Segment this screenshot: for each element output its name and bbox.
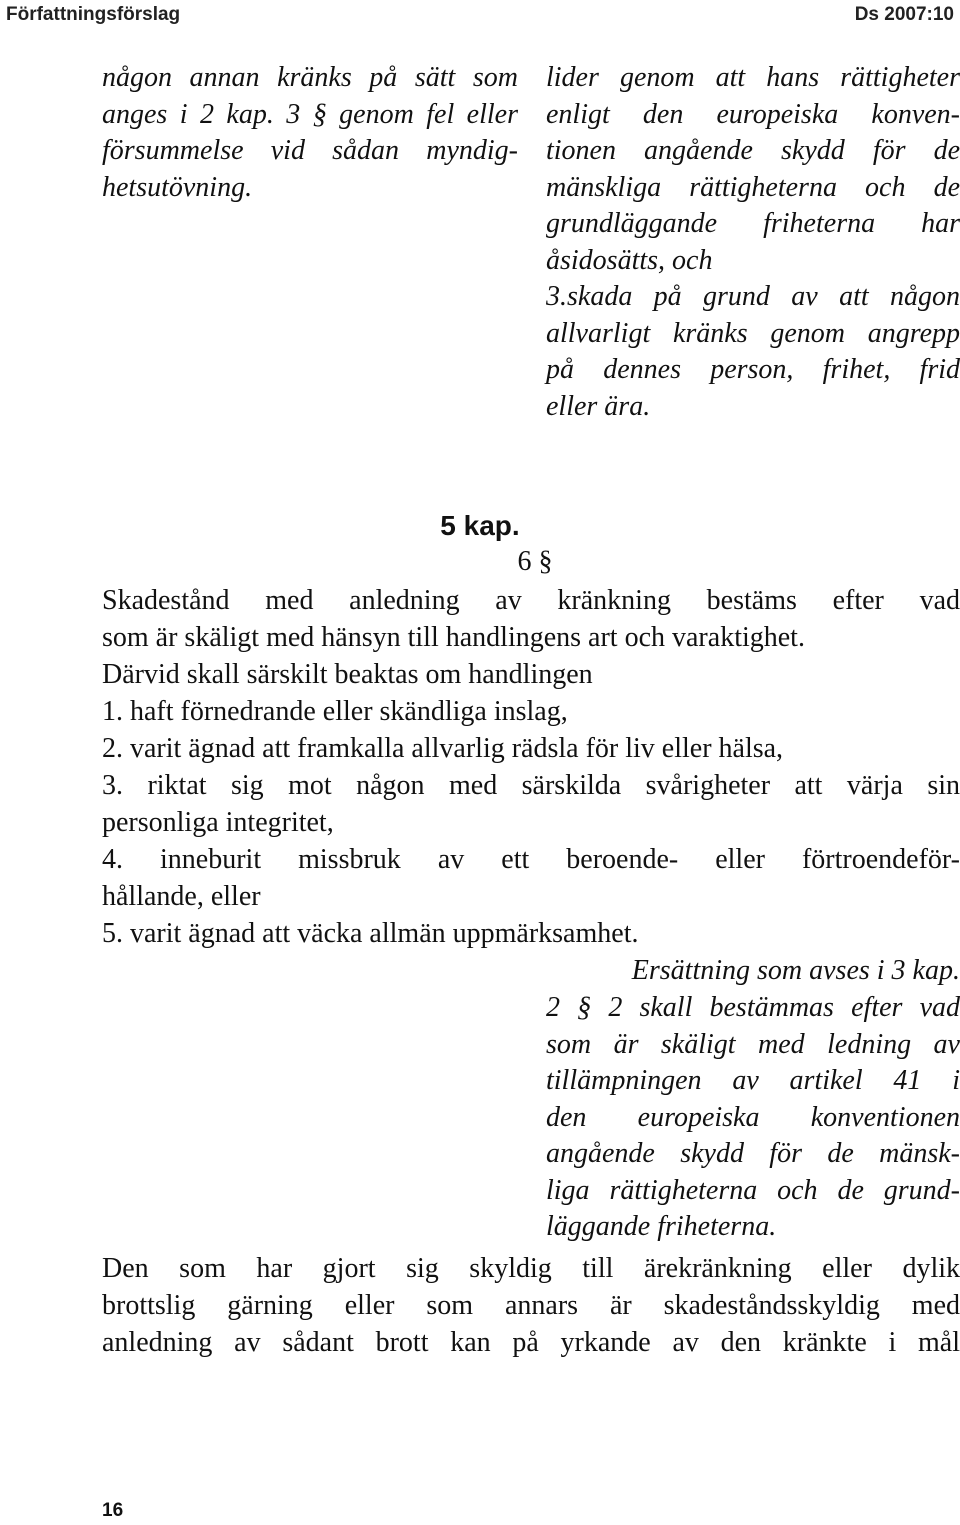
list-item-5: 5. varit ägnad att väcka allmän uppmärksamhet. [102, 918, 639, 949]
right-line-4: mänskliga rättigheterna och de [546, 171, 960, 203]
list-item-3-cont: personliga integritet, [102, 807, 334, 838]
body-line-2: som är skäligt med hänsyn till handlingens art och varaktighet. [102, 622, 805, 653]
list-item-1: 1. haft förnedrande eller skändliga inslag, [102, 696, 568, 727]
note-line-7: läggande friheterna. [546, 1211, 777, 1242]
note-text [546, 990, 960, 1246]
section-heading: 6 § [517, 546, 553, 577]
note-line-4: den europeiska konventionen [546, 1101, 960, 1133]
note-line-6: liga rättigheterna och de grund- [546, 1174, 960, 1206]
right-line-1: lider genom att hans rättigheter [546, 62, 960, 93]
note-line-2: som är skäligt med ledning av [546, 1028, 960, 1060]
left-line-2: anges i 2 kap. 3 § genom fel eller [102, 98, 518, 130]
paragraph-line-2: brottslig gärning eller som annars är skadeståndsskyldig med [102, 1290, 960, 1321]
paragraph-text [102, 1250, 960, 1361]
right-column-text [546, 60, 960, 425]
right-line-7: 3.skada på grund av att någon [546, 281, 960, 312]
note-line-1: 2 § 2 skall bestämmas efter vad [546, 992, 960, 1023]
left-line-4: hetsutövning. [102, 171, 253, 203]
note-line-3: tillämpningen av artikel 41 i [546, 1065, 960, 1096]
header-document-id: Ds 2007:10 [854, 4, 954, 25]
note-line-5: angående skydd för de mänsk- [546, 1138, 960, 1169]
chapter-heading: 5 kap. [440, 510, 520, 541]
body-line-3: Därvid skall särskilt beaktas om handlingen [102, 659, 593, 690]
paragraph-line-3: anledning av sådant brott kan på yrkande av den kränkte i mål [102, 1327, 960, 1358]
right-line-10: eller ära. [546, 390, 651, 422]
right-line-9: på dennes person, frihet, frid [546, 354, 960, 385]
list-item-3: 3. riktat sig mot någon med särskilda svårigheter att värja sin [102, 770, 960, 801]
right-line-6: åsidosätts, och [546, 244, 713, 276]
left-line-1: någon annan kränks på sätt som [102, 62, 518, 93]
left-column-text [102, 60, 518, 206]
page-header [0, 0, 960, 30]
list-item-4: 4. inneburit missbruk av ett beroende- eller förtroendeför- [102, 844, 960, 875]
list-item-4-cont: hållande, eller [102, 881, 261, 912]
right-line-8: allvarligt kränks genom angrepp [546, 317, 960, 349]
right-line-2: enligt den europeiska konven- [546, 98, 960, 130]
section-body [102, 582, 960, 952]
list-item-2: 2. varit ägnad att framkalla allvarlig rädsla för liv eller hälsa, [102, 733, 784, 764]
header-section-title: Författningsförslag [6, 4, 181, 25]
paragraph-line-1: Den som har gjort sig skyldig till ärekränkning eller dylik [102, 1253, 960, 1284]
page-number: 16 [102, 1500, 124, 1521]
right-line-3: tionen angående skydd för de [546, 135, 960, 166]
body-line-1: Skadestånd med anledning av kränkning bestäms efter vad [102, 585, 960, 616]
note-title: Ersättning som avses i 3 kap. [631, 955, 960, 986]
left-line-3: försummelse vid sådan myndig- [102, 135, 518, 166]
right-line-5: grundläggande friheterna har [546, 208, 960, 239]
